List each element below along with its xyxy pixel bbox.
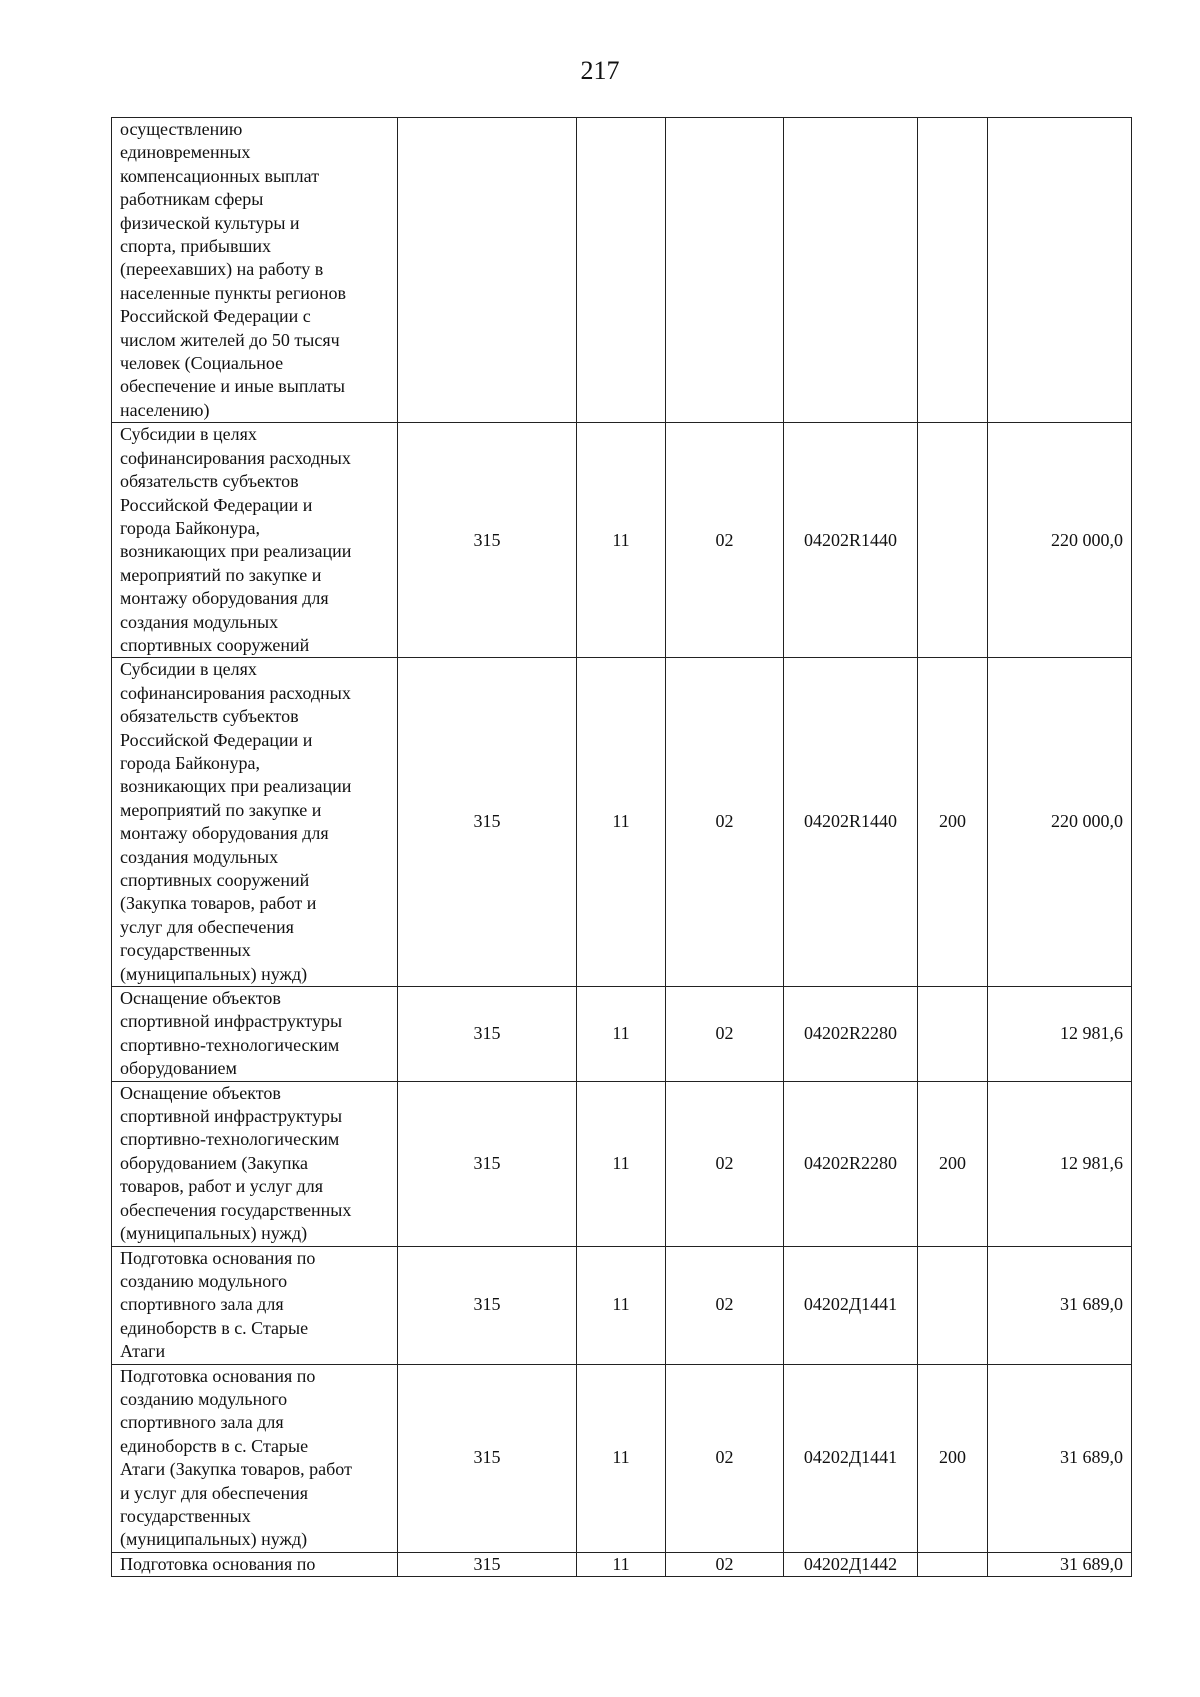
target-code: 04202Д1442 (784, 1552, 918, 1576)
subsection-code: 02 (666, 987, 784, 1082)
table-row (112, 1552, 1132, 1576)
section-code: 11 (577, 1552, 666, 1576)
row-name: Оснащение объектов спортивной инфраструктуры спортивно-технологическим оборудованием (112, 987, 398, 1082)
subsection-code: 02 (666, 658, 784, 987)
subsection-code: 02 (666, 1246, 784, 1364)
row-name: Оснащение объектов спортивной инфраструктуры спортивно-технологическим оборудованием (Закупка товаров, работ и услуг для обеспечения государственных (муниципальных) нужд) (112, 1081, 398, 1246)
ministry-code: 315 (398, 987, 577, 1082)
table-row (112, 1246, 1132, 1364)
section-code: 11 (577, 987, 666, 1082)
target-code: 04202Д1441 (784, 1364, 918, 1552)
expense-type-code: 200 (918, 1081, 988, 1246)
amount: 31 689,0 (988, 1364, 1132, 1552)
expense-type-code (918, 1552, 988, 1576)
amount: 31 689,0 (988, 1246, 1132, 1364)
table-row (112, 658, 1132, 987)
expense-type-code (918, 987, 988, 1082)
ministry-code: 315 (398, 1081, 577, 1246)
ministry-code: 315 (398, 1552, 577, 1576)
row-name: осуществлению единовременных компенсационных выплат работникам сферы физической культуры и спорта, прибывших (переехавших) на работу в населенные пункты регионов Российской Федерации с числом жителей до 50 тысяч человек (Социальное обеспечение и иные выплаты населению) (112, 118, 398, 423)
ministry-code (398, 118, 577, 423)
expense-type-code: 200 (918, 658, 988, 987)
section-code: 11 (577, 1081, 666, 1246)
section-code: 11 (577, 1364, 666, 1552)
subsection-code: 02 (666, 1081, 784, 1246)
row-name: Субсидии в целях софинансирования расходных обязательств субъектов Российской Федерации и города Байконура, возникающих при реализации мероприятий по закупке и монтажу оборудования для создания модульных спортивных сооружений (Закупка товаров, работ и услуг для обеспечения государственных (муниципальных) нужд) (112, 658, 398, 987)
page-number: 217 (580, 56, 620, 85)
table-row (112, 118, 1132, 423)
subsection-code: 02 (666, 423, 784, 658)
expense-type-code (918, 1246, 988, 1364)
section-code: 11 (577, 423, 666, 658)
row-name: Подготовка основания по созданию модульного спортивного зала для единоборств в с. Старые Атаги (112, 1246, 398, 1364)
ministry-code: 315 (398, 423, 577, 658)
target-code: 04202R1440 (784, 423, 918, 658)
amount (988, 118, 1132, 423)
row-name: Подготовка основания по созданию модульного спортивного зала для единоборств в с. Старые Атаги (Закупка товаров, работ и услуг для обеспечения государственных (муниципальных) нужд) (112, 1364, 398, 1552)
budget-table (111, 117, 1132, 1577)
row-name: Субсидии в целях софинансирования расходных обязательств субъектов Российской Федерации и города Байконура, возникающих при реализации мероприятий по закупке и монтажу оборудования для создания модульных спортивных сооружений (112, 423, 398, 658)
target-code (784, 118, 918, 423)
amount: 12 981,6 (988, 1081, 1132, 1246)
expense-type-code (918, 423, 988, 658)
section-code: 11 (577, 658, 666, 987)
expense-type-code (918, 118, 988, 423)
amount: 12 981,6 (988, 987, 1132, 1082)
table-row (112, 1364, 1132, 1552)
target-code: 04202Д1441 (784, 1246, 918, 1364)
table-row (112, 423, 1132, 658)
subsection-code (666, 118, 784, 423)
row-name: Подготовка основания по (112, 1552, 398, 1576)
amount: 220 000,0 (988, 423, 1132, 658)
ministry-code: 315 (398, 658, 577, 987)
table-row (112, 1081, 1132, 1246)
section-code: 11 (577, 1246, 666, 1364)
amount: 31 689,0 (988, 1552, 1132, 1576)
target-code: 04202R2280 (784, 1081, 918, 1246)
subsection-code: 02 (666, 1364, 784, 1552)
expense-type-code: 200 (918, 1364, 988, 1552)
ministry-code: 315 (398, 1246, 577, 1364)
subsection-code: 02 (666, 1552, 784, 1576)
ministry-code: 315 (398, 1364, 577, 1552)
target-code: 04202R1440 (784, 658, 918, 987)
amount: 220 000,0 (988, 658, 1132, 987)
table-row (112, 987, 1132, 1082)
target-code: 04202R2280 (784, 987, 918, 1082)
section-code (577, 118, 666, 423)
